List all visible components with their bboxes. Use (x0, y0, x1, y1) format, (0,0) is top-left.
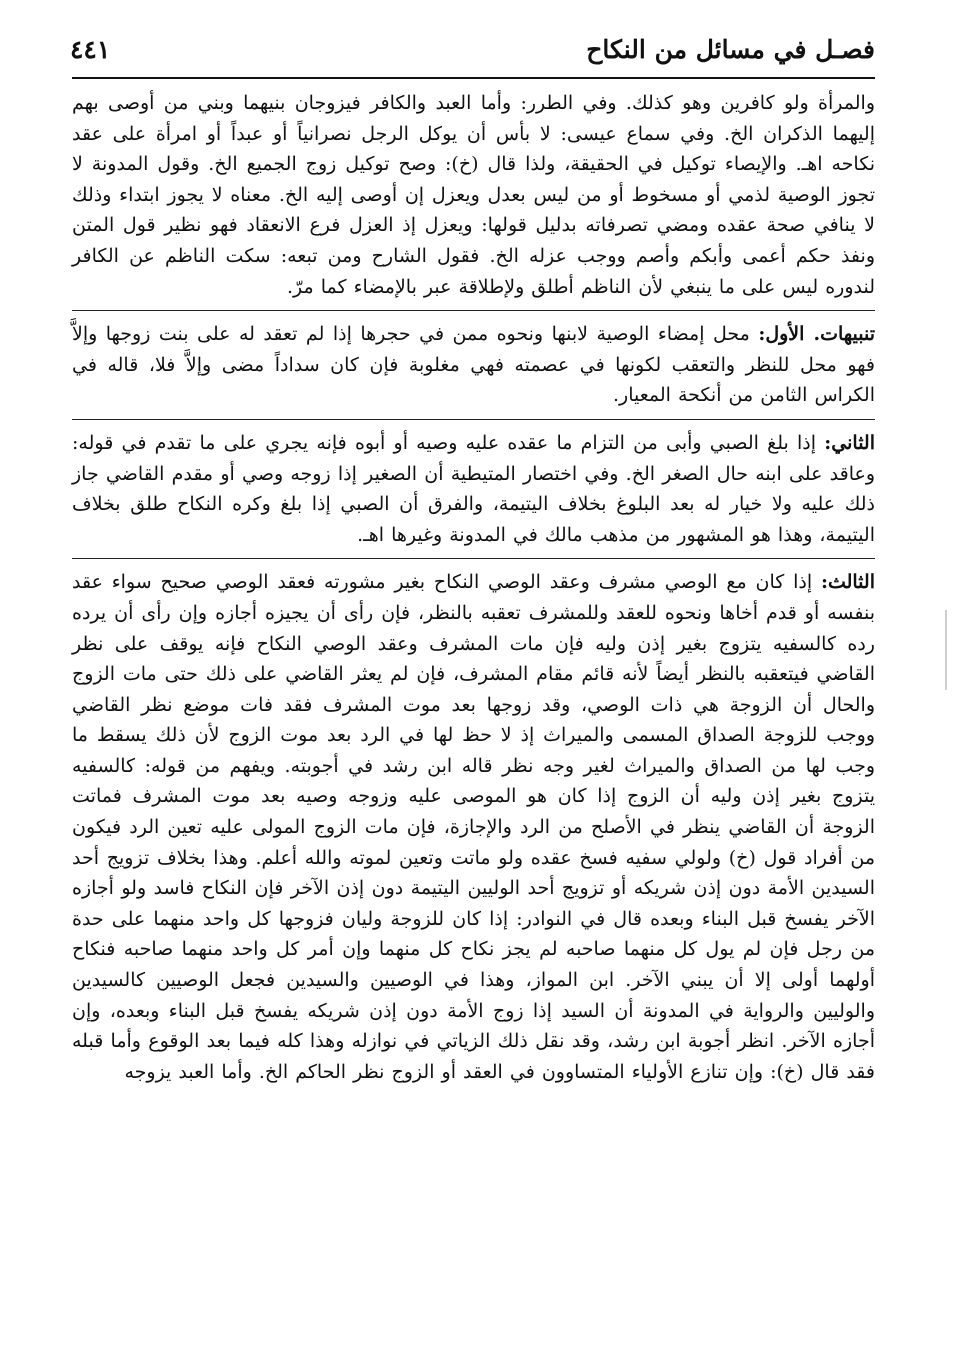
paragraph-text: إذا كان مع الوصي مشرف وعقد الوصي النكاح بغير مشورته فعقد الوصي صحيح سواء عقد بنفسه أو قدم أخاها ونحوه للعقد وللمشرف تعقبه بالنظر، فإن رأى أن يجيزه أجازه وإن رأى أن يرده رده كالسفيه يتزوج بغير إذن وليه فإن مات المشرف وعقد الوصي النكاح فإنه يوقف على نظر القاضي فيتعقبه بالنظر أيضاً لأنه قائم مقام المشرف، فإن لم يعثر القاضي على ذلك حتى مات الزوج والحال أن الزوجة هي ذات الوصي، وقد زوجها بعد موت المشرف فقد فات موضع نظر القاضي ووجب للزوجة الصداق المسمى والميراث إذ لا حظ لها في الرد بعد موت الزوج لأن ذلك يسقط ما وجب لها من الصداق والميراث لغير وجه نظر قاله ابن رشد في أجوبته. ويفهم من قوله: كالسفيه يتزوج بغير إذن وليه أن الزوج إذا كان هو الموصى عليه وزوجه وصيه بعد موت المشرف فماتت الزوجة أن القاضي ينظر في الأصلح من الرد والإجازة، فإن مات الزوج المولى عليه تعين الرد فيكون من أفراد قول (خ) ولولي سفيه فسخ عقده ولو ماتت وتعين لموته والله أعلم. وهذا بخلاف تزويج أحد السيدين الأمة دون إذن شريكه أو تزويج أحد الوليين اليتيمة دون إذن الآخر فإن النكاح فاسد ولو أجازه الآخر يفسخ قبل البناء وبعده قال في النوادر: إذا كان للزوجة وليان فزوجها كل واحد منهما على حدة من رجل فإن لم يول كل منهما صاحبه لم يجز نكاح كل منهما وإن أمر كل واحد منهما صاحبه فنكاح أولهما أولى إلا أن يبني الآخر. ابن المواز، وهذا في الوصيين والسيدين فجعل الوصيين كالسيدين والوليين والرواية في المدونة أن السيد إذا زوج الأمة دون إذن شريكه يفسخ قبل البناء وبعده، وإن أجازه الآخر. انظر أجوبة ابن رشد، وقد نقل ذلك الزياتي في نوازله وهذا كله فيما بعد الوقوع وأما قبله فقد قال (خ): وإن تنازع الأولياء المتساوون في العقد أو الزوج نظر الحاكم الخ. وأما العبد يزوجه (72, 571, 875, 1083)
page-number: ٤٤١ (70, 35, 111, 64)
paragraph-lead: الثاني: (824, 431, 875, 454)
paragraph-continuation (72, 88, 875, 302)
paragraph-text: محل إمضاء الوصية لابنها ونحوه ممن في حجرها إذا لم تعقد له على بنت زوجها وإلاَّ فهو محل للنظر والتعقب لكونها في عصمته فهي مغلوبة فإن كان سداداً مضى وإلاَّ فلا، قاله في الكراس الثامن من أنكحة المعيار. (72, 323, 875, 407)
paragraph-tanbihat-first (72, 319, 875, 411)
paragraph-separator (72, 558, 875, 559)
paragraph-third (72, 567, 875, 1087)
paragraph-separator (72, 419, 875, 420)
header-rule (72, 77, 875, 79)
paragraph-lead: تنبيهات. الأول: (758, 323, 876, 346)
scan-margin-mark (945, 610, 947, 690)
page-header (70, 30, 875, 70)
paragraph-text: إذا بلغ الصبي وأبى من التزام ما عقده عليه وصيه أو أبوه فإنه يجري على ما تقدم في قوله: وعاقد على ابنه حال الصغر الخ. وفي اختصار المتيطية أن الصغير إذا زوجه وصي أو مقدم القاضي جاز ذلك عليه ولا خيار له بعد البلوغ بخلاف اليتيمة، والفرق أن الصبي إذا بلغ وكره النكاح طلق بخلاف اليتيمة، وهذا هو المشهور من مذهب مالك في المدونة وغيرها اهـ. (72, 431, 875, 546)
paragraph-second (72, 428, 875, 550)
paragraph-lead: الثالث: (820, 571, 875, 594)
chapter-title: فصـل في مسائل من النكاح (586, 35, 875, 64)
paragraph-separator (72, 310, 875, 311)
paragraph-text: والمرأة ولو كافرين وهو كذلك. وفي الطرر: وأما العبد والكافر فيزوجان بنيهما وبني من أوصى بهم إليهما الذكران الخ. وفي سماع عيسى: لا بأس أن يوكل الرجل نصرانياً أو عبداً أو امرأة على عقد نكاحه اهـ. والإيصاء توكيل في الحقيقة، ولذا قال (خ): وصح توكيل زوج الجميع الخ. وقول المدونة لا تجوز الوصية لذمي أو مسخوط أو من ليس بعدل ويعزل إن أوصى إليه الخ. معناه لا يجوز ابتداء وذلك لا ينافي صحة عقده ومضي تصرفاته بدليل قولها: ويعزل إذ العزل فرع الانعقاد فهو نظير قول المتن ونفذ حكم أعمى وأبكم وأصم ووجب عزله الخ. فقول الشارح ومن تبعه: سكت الناظم عن الكافر لندوره ليس على ما ينبغي لأن الناظم أطلق ولإطلاقة عبر بالإمضاء كما مرّ. (72, 92, 875, 298)
page-body (72, 88, 875, 1087)
